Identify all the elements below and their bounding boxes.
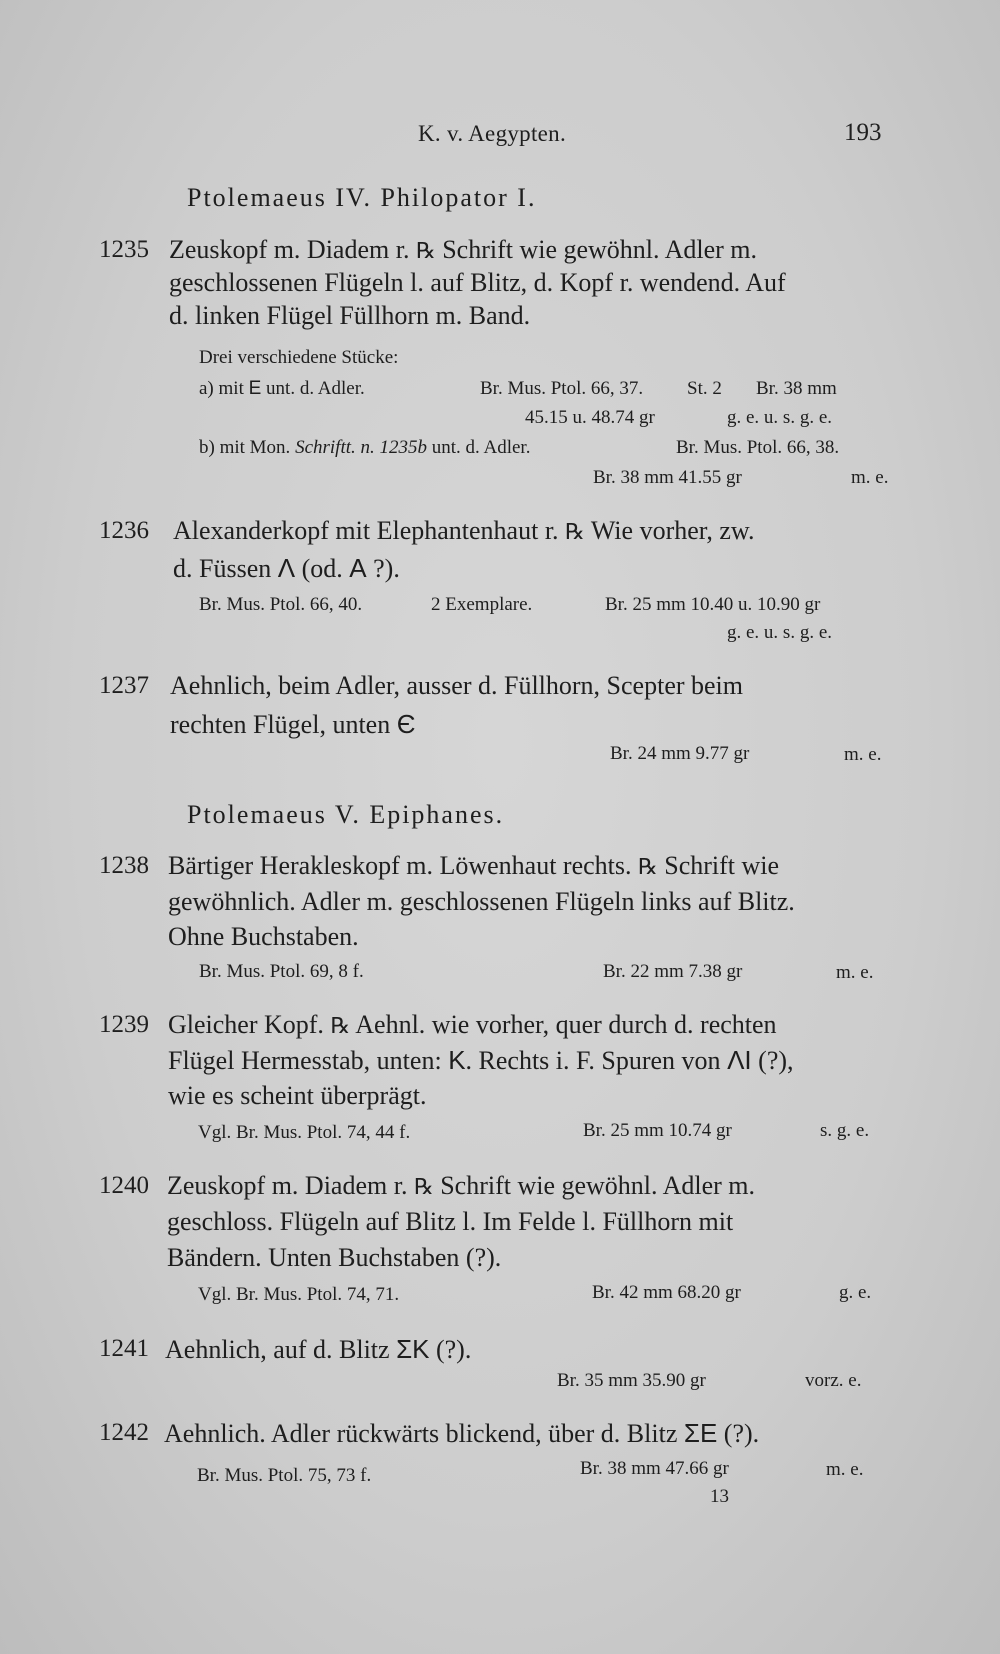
entry-number-1239: 1239 (99, 1011, 149, 1038)
entry-1239-size-weight: Br. 25 mm 10.74 gr (583, 1120, 732, 1141)
reverse-symbol: ℞ (565, 520, 585, 545)
entry-1235-line1: Zeuskopf m. Diadem r. ℞ Schrift wie gewöhnl. Adler m. (169, 235, 758, 264)
entry-1235-variant-a: a) mit E unt. d. Adler. (199, 378, 365, 399)
entry-1236-line1: Alexanderkopf mit Elephantenhaut r. ℞ Wie vorher, zw. (173, 516, 755, 545)
reverse-symbol: ℞ (330, 1014, 351, 1039)
entry-1240-ref: Vgl. Br. Mus. Ptol. 74, 71. (198, 1284, 400, 1305)
entry-1238-size-weight: Br. 22 mm 7.38 gr (603, 961, 743, 982)
entry-1237-line1: Aehnlich, beim Adler, ausser d. Füllhorn, Scepter beim (170, 671, 744, 700)
entry-1235-variant-b: b) mit Mon. Schriftt. n. 1235b unt. d. Adler. (199, 437, 531, 458)
entry-1236-cond: g. e. u. s. g. e. (727, 622, 833, 643)
entry-1239-ref: Vgl. Br. Mus. Ptol. 74, 44 f. (198, 1122, 411, 1143)
entry-1238-line2: gewöhnlich. Adler m. geschlossenen Flügeln links auf Blitz. (168, 887, 795, 916)
entry-number-1242: 1242 (99, 1419, 149, 1446)
entry-1236-size-weight: Br. 25 mm 10.40 u. 10.90 gr (605, 594, 821, 615)
entry-1238-line3: Ohne Buchstaben. (168, 922, 359, 951)
entry-1240-line2: geschloss. Flügeln auf Blitz l. Im Felde l. Füllhorn mit (167, 1207, 734, 1236)
entry-1242-ref: Br. Mus. Ptol. 75, 73 f. (197, 1465, 372, 1486)
reverse-symbol: ℞ (413, 1175, 434, 1200)
reverse-symbol: ℞ (415, 239, 436, 264)
entry-1235-a-ref: Br. Mus. Ptol. 66, 37. (480, 378, 644, 399)
entry-1235-b-ref: Br. Mus. Ptol. 66, 38. (676, 437, 840, 458)
entry-1235-a-cond: g. e. u. s. g. e. (727, 407, 833, 428)
entry-1242-size-weight: Br. 38 mm 47.66 gr (580, 1458, 729, 1479)
entry-1239-cond: s. g. e. (820, 1120, 870, 1141)
entry-1238-line1: Bärtiger Herakleskopf m. Löwenhaut rechts. ℞ Schrift wie (168, 851, 780, 880)
entry-number-1240: 1240 (99, 1172, 149, 1199)
entry-1240-line1: Zeuskopf m. Diadem r. ℞ Schrift wie gewöhnl. Adler m. (167, 1171, 756, 1200)
entry-1239-line1: Gleicher Kopf. ℞ Aehnl. wie vorher, quer durch d. rechten (168, 1010, 777, 1039)
entry-1235-a-size: Br. 38 mm (756, 378, 837, 399)
entry-1242-line1: Aehnlich. Adler rückwärts blickend, über d. Blitz ΣΕ (?). (164, 1418, 760, 1448)
entry-1237-size-weight: Br. 24 mm 9.77 gr (610, 743, 750, 764)
entry-1236-count: 2 Exemplare. (431, 594, 533, 615)
entry-1239-line2: Flügel Hermesstab, unten: K. Rechts i. F. Spuren von ΛΙ (?), (168, 1045, 794, 1075)
entry-number-1241: 1241 (99, 1335, 149, 1362)
entry-1236-line2: d. Füssen Λ (od. A ?). (173, 553, 400, 583)
entry-1235-a-st: St. 2 (687, 378, 722, 399)
entry-1237-cond: m. e. (844, 744, 882, 765)
entry-1235-subintro: Drei verschiedene Stücke: (199, 347, 399, 368)
entry-1237-line2: rechten Flügel, unten Є (170, 709, 416, 739)
section-heading-ptolemaeus-v: Ptolemaeus V. Epiphanes. (187, 800, 505, 829)
entry-1238-cond: m. e. (836, 962, 874, 983)
entry-1235-line3: d. linken Flügel Füllhorn m. Band. (169, 301, 531, 330)
entry-1241-cond: vorz. e. (805, 1370, 862, 1391)
entry-1240-size-weight: Br. 42 mm 68.20 gr (592, 1282, 741, 1303)
entry-1241-line1: Aehnlich, auf d. Blitz ΣΚ (?). (165, 1334, 472, 1364)
entry-1241-size-weight: Br. 35 mm 35.90 gr (557, 1370, 706, 1391)
entry-1240-line3: Bändern. Unten Buchstaben (?). (167, 1243, 502, 1272)
entry-1238-ref: Br. Mus. Ptol. 69, 8 f. (199, 961, 364, 982)
entry-number-1238: 1238 (99, 852, 149, 879)
entry-1242-cond: m. e. (826, 1459, 864, 1480)
entry-1235-b-cond: m. e. (851, 467, 889, 488)
signature-mark: 13 (710, 1486, 729, 1507)
entry-1235-a-weight: 45.15 u. 48.74 gr (525, 407, 655, 428)
entry-1239-line3: wie es scheint überprägt. (168, 1081, 427, 1110)
entry-number-1235: 1235 (99, 236, 149, 263)
section-heading-ptolemaeus-iv: Ptolemaeus IV. Philopator I. (187, 183, 537, 212)
reverse-symbol: ℞ (638, 855, 658, 880)
entry-number-1236: 1236 (99, 517, 149, 544)
running-header: K. v. Aegypten. (418, 121, 567, 146)
entry-1235-line2: geschlossenen Flügeln l. auf Blitz, d. Kopf r. wendend. Auf (169, 268, 786, 297)
entry-number-1237: 1237 (99, 672, 149, 699)
entry-1240-cond: g. e. (839, 1282, 872, 1303)
page-number: 193 (844, 119, 882, 146)
entry-1236-ref: Br. Mus. Ptol. 66, 40. (199, 594, 363, 615)
entry-1235-b-size-weight: Br. 38 mm 41.55 gr (593, 467, 742, 488)
